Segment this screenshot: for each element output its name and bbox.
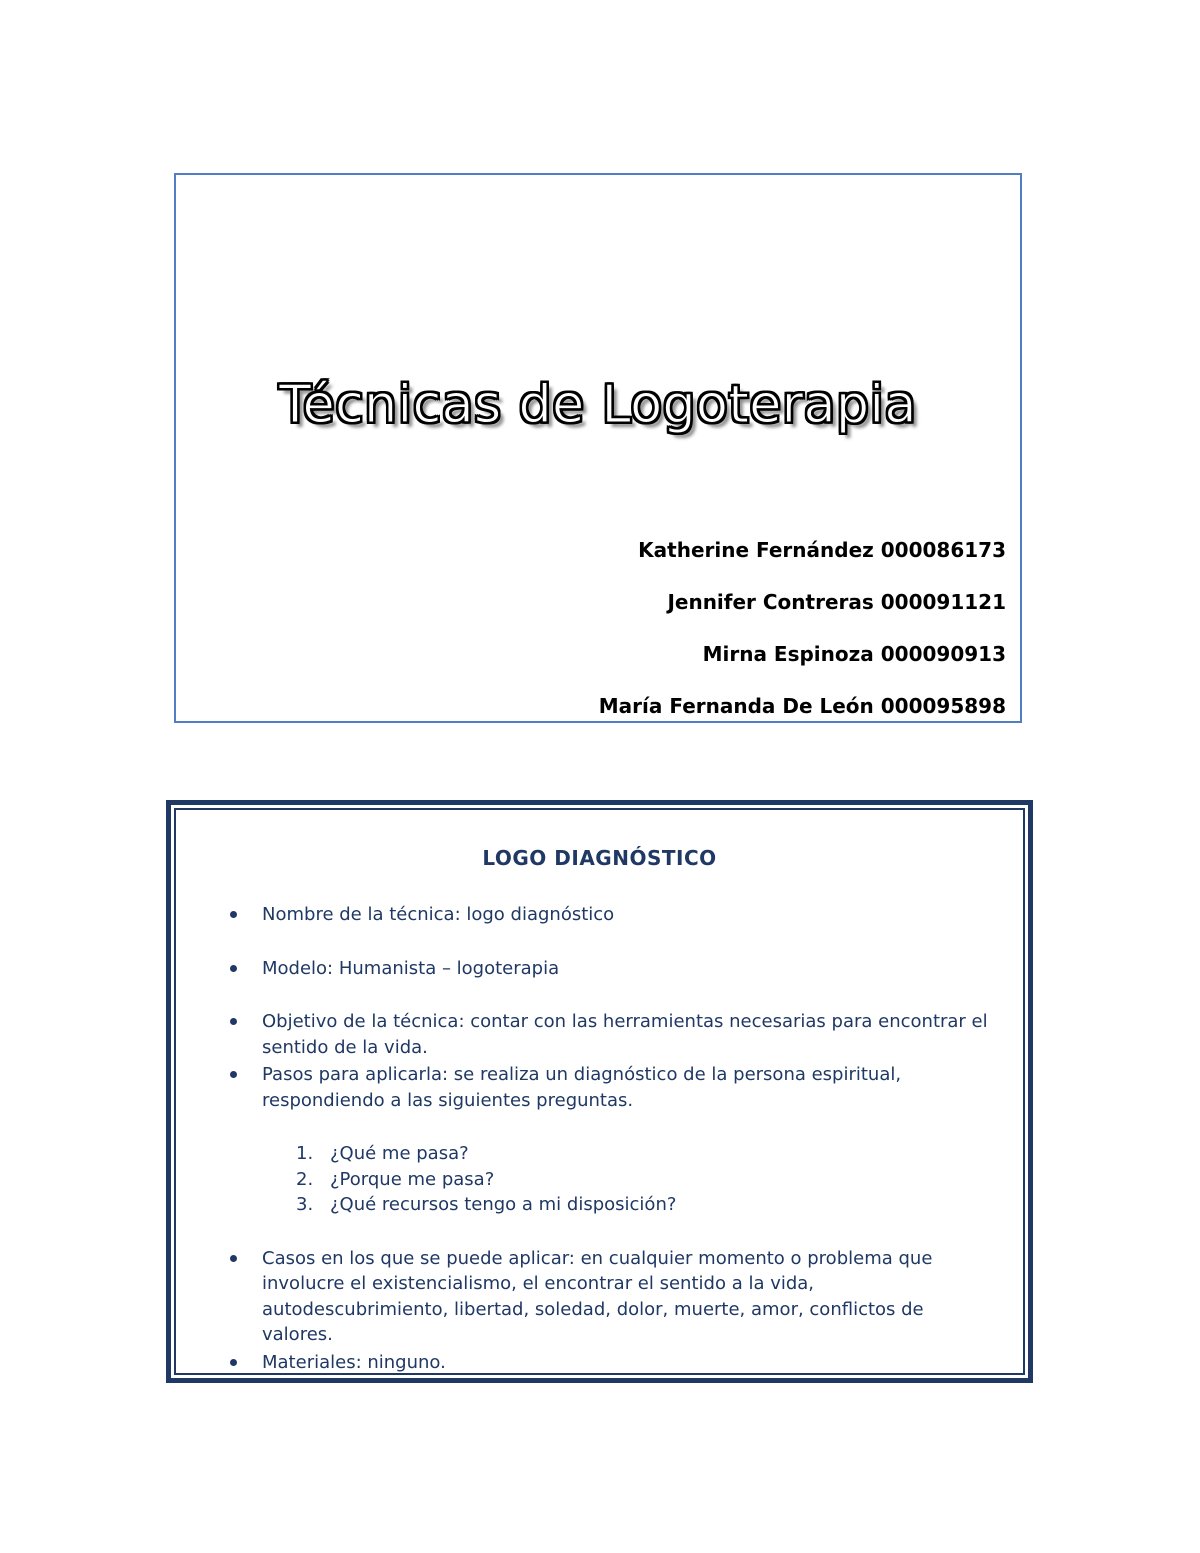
bullet-icon xyxy=(230,1359,237,1366)
item-text: Objetivo de la técnica: contar con las herramientas necesarias para encontrar el sentido de la vida. xyxy=(262,1011,988,1058)
author-item: María Fernanda De León 000095898 xyxy=(598,694,1006,718)
item-text: Materiales: ninguno. xyxy=(262,1351,446,1373)
bullet-icon xyxy=(230,1071,237,1078)
step-text: ¿Porque me pasa? xyxy=(330,1168,495,1190)
item-text: Pasos para aplicarla: se realiza un diagnóstico de la persona espiritual, respondiendo a las siguientes preguntas. xyxy=(262,1064,902,1111)
author-item: Mirna Espinoza 000090913 xyxy=(702,642,1006,666)
step-item xyxy=(262,1192,996,1218)
author-item: Jennifer Contreras 000091121 xyxy=(667,590,1006,614)
step-number: 2. xyxy=(296,1168,314,1190)
technique-card xyxy=(166,800,1033,1383)
author-item: Katherine Fernández 000086173 xyxy=(638,538,1006,562)
step-text: ¿Qué recursos tengo a mi disposición? xyxy=(330,1194,677,1215)
technique-details-list xyxy=(216,902,996,1375)
list-item xyxy=(216,1350,996,1376)
step-number: 3. xyxy=(296,1194,314,1215)
cover-box xyxy=(174,173,1022,723)
list-item xyxy=(216,1246,996,1348)
step-number: 1. xyxy=(296,1143,314,1164)
bullet-icon xyxy=(230,1018,237,1025)
technique-card-inner-border xyxy=(174,808,1025,1375)
list-item xyxy=(216,1009,996,1060)
item-text: Modelo: Humanista – logoterapia xyxy=(262,957,560,979)
list-item xyxy=(216,902,996,928)
steps-list xyxy=(262,1141,996,1218)
step-item xyxy=(262,1141,996,1167)
item-text: Casos en los que se puede aplicar: en cualquier momento o problema que involucre el existencialismo, el encontrar el sentido a la vida, autodescubrimiento, libertad, soledad, dolor, muerte, amor, conflictos de valores. xyxy=(262,1247,933,1345)
bullet-icon xyxy=(230,1255,237,1262)
item-text: Nombre de la técnica: logo diagnóstico xyxy=(262,904,615,925)
bullet-icon xyxy=(230,911,237,918)
list-item xyxy=(216,956,996,982)
author-list xyxy=(599,537,1006,745)
document-title: Técnicas de Logoterapia xyxy=(279,375,917,435)
step-item xyxy=(262,1167,996,1193)
technique-title: LOGO DIAGNÓSTICO xyxy=(482,846,717,870)
step-text: ¿Qué me pasa? xyxy=(330,1143,469,1164)
bullet-icon xyxy=(230,965,237,972)
list-item xyxy=(216,1062,996,1218)
